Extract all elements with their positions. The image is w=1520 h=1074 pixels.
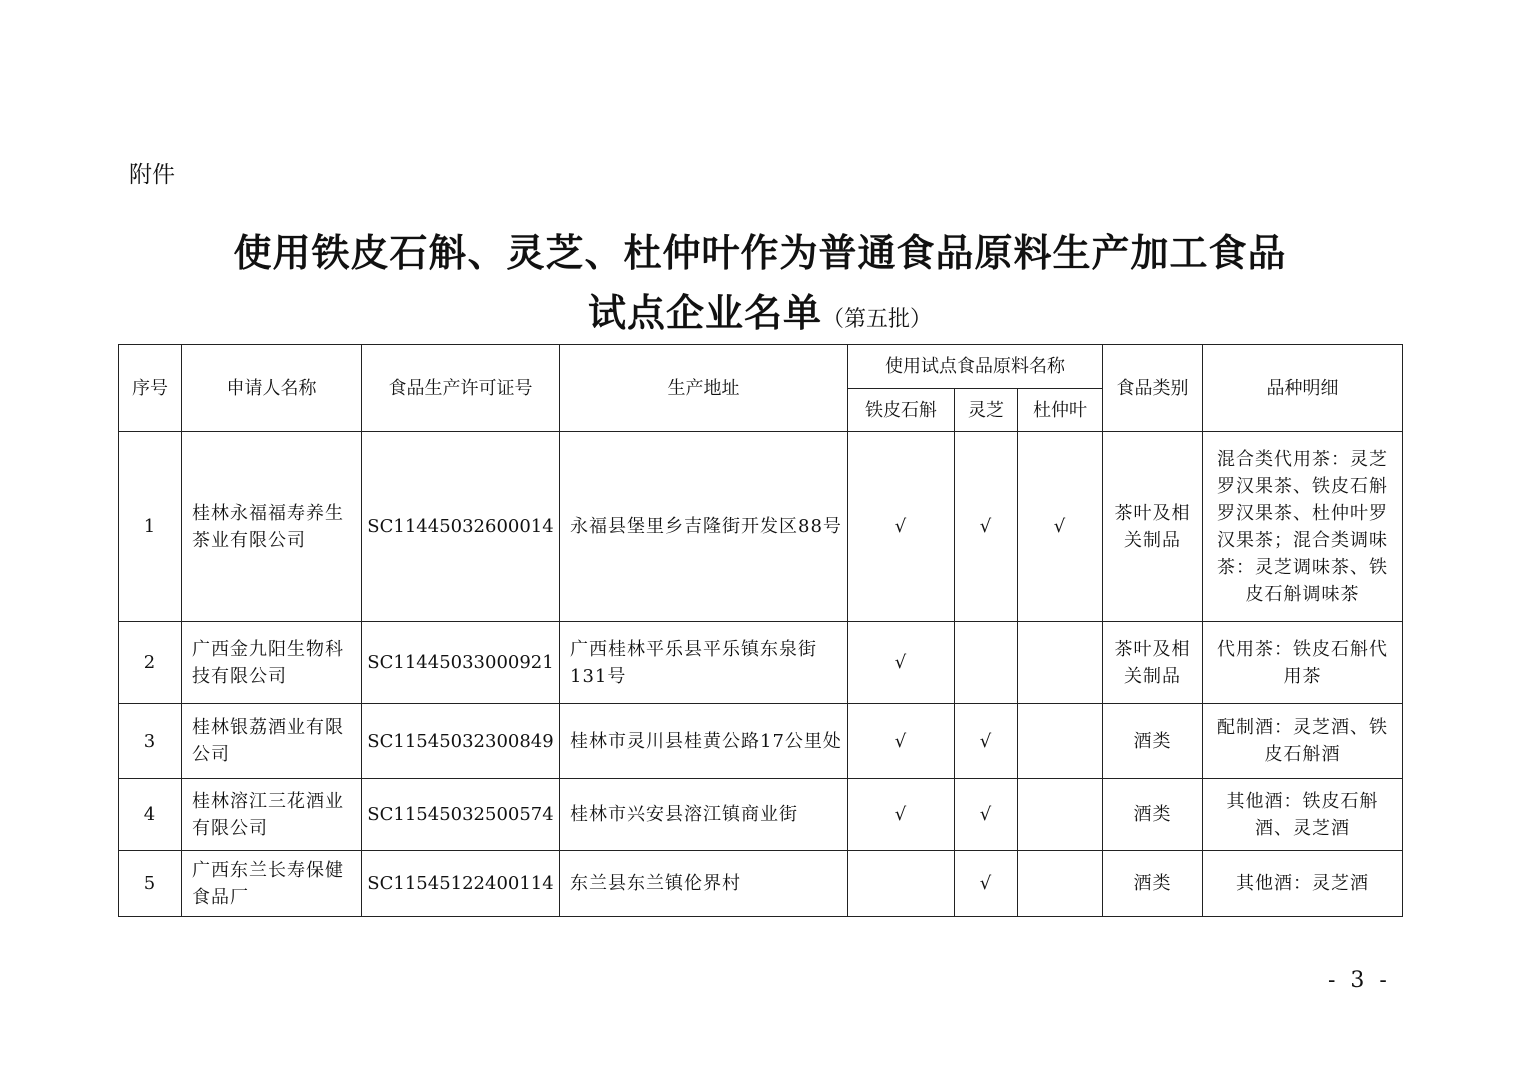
cell-address: 桂林市兴安县溶江镇商业街 bbox=[560, 779, 848, 851]
cell-address: 东兰县东兰镇伦界村 bbox=[560, 851, 848, 917]
table-row bbox=[119, 704, 1403, 779]
cell-applicant: 广西金九阳生物科技有限公司 bbox=[182, 622, 362, 704]
cell-seq: 4 bbox=[119, 779, 182, 851]
attachment-label: 附件 bbox=[129, 162, 175, 188]
cell-mat2: √ bbox=[955, 779, 1018, 851]
cell-address: 桂林市灵川县桂黄公路17公里处 bbox=[560, 704, 848, 779]
cell-mat2: √ bbox=[955, 704, 1018, 779]
header-mat1: 铁皮石斛 bbox=[848, 389, 955, 432]
cell-mat3 bbox=[1018, 779, 1103, 851]
cell-detail: 混合类代用茶：灵芝罗汉果茶、铁皮石斛罗汉果茶、杜仲叶罗汉果茶；混合类调味茶：灵芝调味茶、铁皮石斛调味茶 bbox=[1203, 432, 1403, 622]
header-applicant: 申请人名称 bbox=[182, 345, 362, 432]
cell-applicant: 广西东兰长寿保健食品厂 bbox=[182, 851, 362, 917]
cell-mat1: √ bbox=[848, 779, 955, 851]
cell-mat2: √ bbox=[955, 432, 1018, 622]
cell-mat1: √ bbox=[848, 622, 955, 704]
cell-license: SC11545122400114 bbox=[362, 851, 560, 917]
cell-address: 广西桂林平乐县平乐镇东泉街131号 bbox=[560, 622, 848, 704]
cell-address: 永福县堡里乡吉隆街开发区88号 bbox=[560, 432, 848, 622]
cell-applicant: 桂林永福福寿养生茶业有限公司 bbox=[182, 432, 362, 622]
cell-applicant: 桂林溶江三花酒业有限公司 bbox=[182, 779, 362, 851]
cell-license: SC11445032600014 bbox=[362, 432, 560, 622]
title-batch: （第五批） bbox=[822, 307, 933, 332]
cell-mat3 bbox=[1018, 851, 1103, 917]
cell-category: 酒类 bbox=[1103, 704, 1203, 779]
document-title-line1: 使用铁皮石斛、灵芝、杜仲叶作为普通食品原料生产加工食品 bbox=[233, 231, 1287, 275]
cell-license: SC11545032300849 bbox=[362, 704, 560, 779]
cell-seq: 3 bbox=[119, 704, 182, 779]
cell-mat1: √ bbox=[848, 704, 955, 779]
title-main: 试点企业名单 bbox=[587, 291, 822, 335]
cell-category: 茶叶及相关制品 bbox=[1103, 432, 1203, 622]
table-row bbox=[119, 851, 1403, 917]
cell-seq: 2 bbox=[119, 622, 182, 704]
header-license: 食品生产许可证号 bbox=[362, 345, 560, 432]
document-title-line2 bbox=[0, 282, 1520, 337]
table-row bbox=[119, 432, 1403, 622]
table-row bbox=[119, 622, 1403, 704]
header-detail: 品种明细 bbox=[1203, 345, 1403, 432]
cell-license: SC11545032500574 bbox=[362, 779, 560, 851]
cell-license: SC11445033000921 bbox=[362, 622, 560, 704]
cell-detail: 其他酒：灵芝酒 bbox=[1203, 851, 1403, 917]
header-seq: 序号 bbox=[119, 345, 182, 432]
cell-category: 酒类 bbox=[1103, 851, 1203, 917]
cell-mat2: √ bbox=[955, 851, 1018, 917]
cell-mat3 bbox=[1018, 704, 1103, 779]
header-materials-group: 使用试点食品原料名称 bbox=[848, 345, 1103, 389]
cell-mat3 bbox=[1018, 622, 1103, 704]
cell-category: 酒类 bbox=[1103, 779, 1203, 851]
cell-mat3: √ bbox=[1018, 432, 1103, 622]
cell-detail: 配制酒：灵芝酒、铁皮石斛酒 bbox=[1203, 704, 1403, 779]
enterprise-list-table bbox=[118, 344, 1403, 917]
cell-detail: 代用茶：铁皮石斛代用茶 bbox=[1203, 622, 1403, 704]
header-category: 食品类别 bbox=[1103, 345, 1203, 432]
table-row bbox=[119, 779, 1403, 851]
cell-seq: 5 bbox=[119, 851, 182, 917]
cell-applicant: 桂林银荔酒业有限公司 bbox=[182, 704, 362, 779]
cell-mat1: √ bbox=[848, 432, 955, 622]
cell-detail: 其他酒：铁皮石斛酒、灵芝酒 bbox=[1203, 779, 1403, 851]
cell-seq: 1 bbox=[119, 432, 182, 622]
cell-category: 茶叶及相关制品 bbox=[1103, 622, 1203, 704]
header-mat3: 杜仲叶 bbox=[1018, 389, 1103, 432]
cell-mat1 bbox=[848, 851, 955, 917]
page-number: - 3 - bbox=[1328, 968, 1391, 993]
header-mat2: 灵芝 bbox=[955, 389, 1018, 432]
cell-mat2 bbox=[955, 622, 1018, 704]
header-address: 生产地址 bbox=[560, 345, 848, 432]
